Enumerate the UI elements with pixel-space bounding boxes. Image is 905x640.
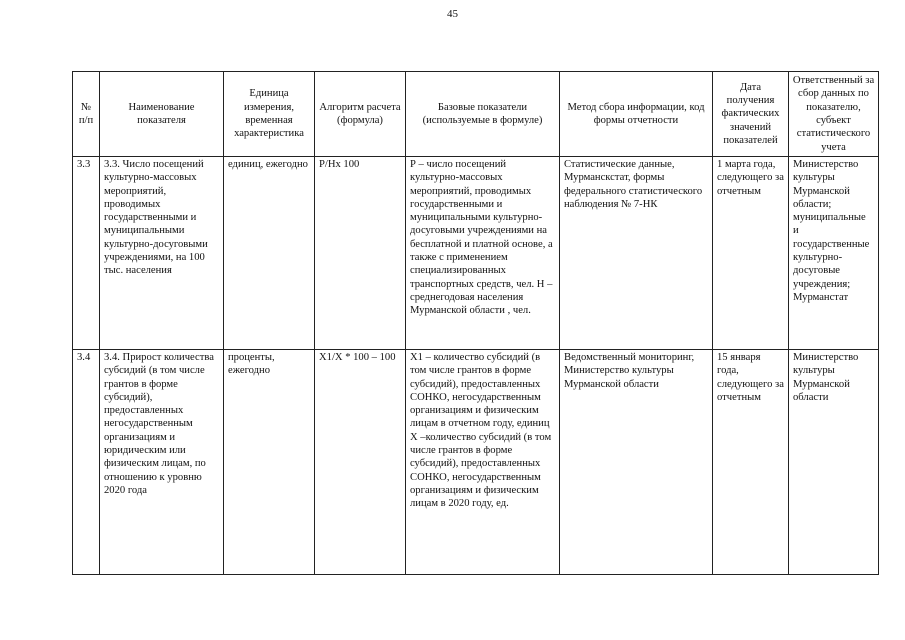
method-cell: Статистические данные, Мурманскстат, формы федерального статистического наблюдения № 7-НК (560, 157, 713, 350)
base-indicators-cell: X1 – количество субсидий (в том числе грантов в форме субсидий), предоставленных СОНКО, негосударственным организациям и физическим лицам в отчетном году, единиц X –количество субсидий (в том числе грантов в форме субсидий), предоставленных СОНКО, негосударственным организациям и физическим лицам в 2020 году, ед. (406, 350, 560, 575)
column-header-unit: Единица измерения, временная характеристика (224, 72, 315, 157)
column-header-responsible: Ответственный за сбор данных по показателю, субъект статистического учета (789, 72, 879, 157)
method-cell: Ведомственный мониторинг, Министерство культуры Мурманской области (560, 350, 713, 575)
column-header-number: № п/п (73, 72, 100, 157)
responsible-cell: Министерство культуры Мурманской области; муниципальные и государственные культурно-досуговые учреждения; Мурманстат (789, 157, 879, 350)
indicators-table (72, 71, 879, 575)
unit-cell: единиц, ежегодно (224, 157, 315, 350)
formula-cell: X1/X * 100 – 100 (315, 350, 406, 575)
base-indicators-cell: Р – число посещений культурно-массовых мероприятий, проводимых государственными и муниципальными культурно-досуговыми учреждениями на бесплатной и платной основе, а также с применением специализированных транспортных средств, чел. Н – среднегодовая населения Мурманской области , чел. (406, 157, 560, 350)
table-header-row (73, 72, 879, 157)
column-header-base: Базовые показатели (используемые в формуле) (406, 72, 560, 157)
responsible-cell: Министерство культуры Мурманской области (789, 350, 879, 575)
column-header-date: Дата получения фактических значений показателей (713, 72, 789, 157)
indicator-name: 3.3. Число посещений культурно-массовых мероприятий, проводимых государственными и муниципальными культурно-досуговыми учреждениями, на 100 тыс. населения (100, 157, 224, 350)
column-header-name: Наименование показателя (100, 72, 224, 157)
page-number: 45 (447, 8, 458, 20)
table-row (73, 157, 879, 350)
indicator-name: 3.4. Прирост количества субсидий (в том числе грантов в форме субсидий), предоставленных негосударственным организациям и юридическим или физическим лицам, по отношению к уровню 2020 года (100, 350, 224, 575)
table-row (73, 350, 879, 575)
row-number: 3.4 (73, 350, 100, 575)
column-header-formula: Алгоритм расчета (формула) (315, 72, 406, 157)
row-number: 3.3 (73, 157, 100, 350)
formula-cell: Р/Нх 100 (315, 157, 406, 350)
column-header-method: Метод сбора информации, код формы отчетности (560, 72, 713, 157)
date-cell: 15 января года, следующего за отчетным (713, 350, 789, 575)
unit-cell: проценты, ежегодно (224, 350, 315, 575)
date-cell: 1 марта года, следующего за отчетным (713, 157, 789, 350)
